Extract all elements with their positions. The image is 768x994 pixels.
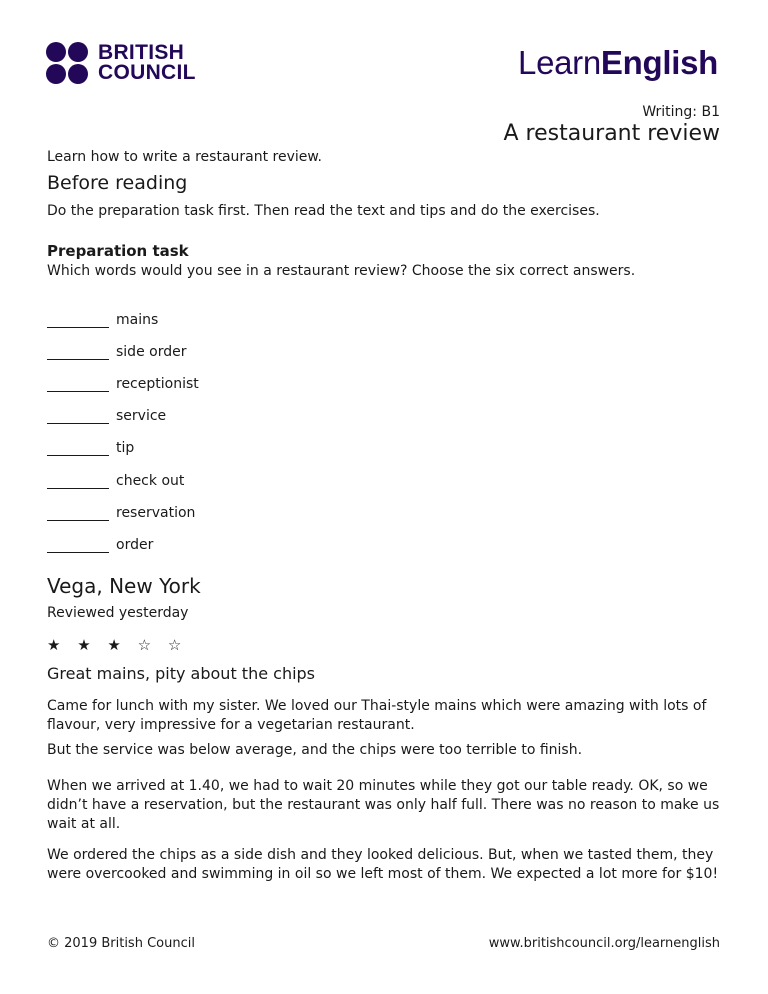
before-reading-heading: Before reading bbox=[47, 172, 188, 194]
option-label: side order bbox=[116, 344, 187, 360]
preparation-instruction: Which words would you see in a restaurant review? Choose the six correct answers. bbox=[47, 263, 636, 279]
option-row[interactable] bbox=[47, 404, 166, 424]
option-label: service bbox=[116, 408, 167, 424]
answer-blank[interactable] bbox=[47, 512, 109, 521]
intro-text: Learn how to write a restaurant review. bbox=[47, 149, 323, 165]
review-paragraph: When we arrived at 1.40, we had to wait 20 minutes while they got our table ready. OK, so we didn’t have a reservation, but the restaurant was only half full. There was no reason to make us wait at all. bbox=[47, 778, 720, 832]
option-label: tip bbox=[116, 440, 135, 456]
british-council-dots-icon bbox=[46, 42, 90, 84]
option-row[interactable] bbox=[47, 501, 195, 521]
preparation-heading: Preparation task bbox=[47, 242, 189, 260]
page-title: A restaurant review bbox=[503, 121, 720, 146]
option-label: mains bbox=[116, 312, 159, 328]
skill-level: Writing: B1 bbox=[642, 104, 720, 120]
footer-copyright: © 2019 British Council bbox=[47, 936, 195, 951]
learnenglish-bold: English bbox=[600, 44, 718, 81]
learnenglish-light: Learn bbox=[518, 44, 601, 81]
learnenglish-logo bbox=[518, 44, 718, 82]
option-label: receptionist bbox=[116, 376, 199, 392]
brand-line-1: BRITISH bbox=[98, 41, 185, 64]
star-rating: ★ ★ ★ ☆ ☆ bbox=[47, 636, 188, 654]
option-label: order bbox=[116, 537, 154, 553]
before-reading-text: Do the preparation task first. Then read the text and tips and do the exercises. bbox=[47, 203, 600, 219]
option-row[interactable] bbox=[47, 436, 134, 456]
answer-blank[interactable] bbox=[47, 351, 109, 360]
answer-blank[interactable] bbox=[47, 415, 109, 424]
brand-line-2: COUNCIL bbox=[98, 61, 196, 84]
option-label: check out bbox=[116, 473, 185, 489]
option-label: reservation bbox=[116, 505, 196, 521]
option-row[interactable] bbox=[47, 340, 186, 360]
option-row[interactable] bbox=[47, 533, 153, 553]
option-row[interactable] bbox=[47, 469, 184, 489]
restaurant-name: Vega, New York bbox=[47, 574, 201, 598]
answer-blank[interactable] bbox=[47, 480, 109, 489]
review-paragraph: We ordered the chips as a side dish and they looked delicious. But, when we tasted them, they were overcooked and swimming in oil so we left most of them. We expected a lot more for $10! bbox=[47, 847, 719, 882]
review-headline: Great mains, pity about the chips bbox=[47, 664, 316, 683]
answer-blank[interactable] bbox=[47, 544, 109, 553]
answer-blank[interactable] bbox=[47, 447, 109, 456]
review-paragraph: But the service was below average, and the chips were too terrible to finish. bbox=[47, 742, 583, 758]
footer-url[interactable]: www.britishcouncil.org/learnenglish bbox=[488, 936, 720, 951]
option-row[interactable] bbox=[47, 308, 158, 328]
british-council-logo bbox=[46, 42, 196, 84]
answer-blank[interactable] bbox=[47, 319, 109, 328]
review-date: Reviewed yesterday bbox=[47, 605, 189, 621]
review-paragraph: Came for lunch with my sister. We loved our Thai-style mains which were amazing with lots of flavour, very impressive for a vegetarian restaurant. bbox=[47, 698, 707, 733]
answer-blank[interactable] bbox=[47, 383, 109, 392]
option-row[interactable] bbox=[47, 372, 199, 392]
